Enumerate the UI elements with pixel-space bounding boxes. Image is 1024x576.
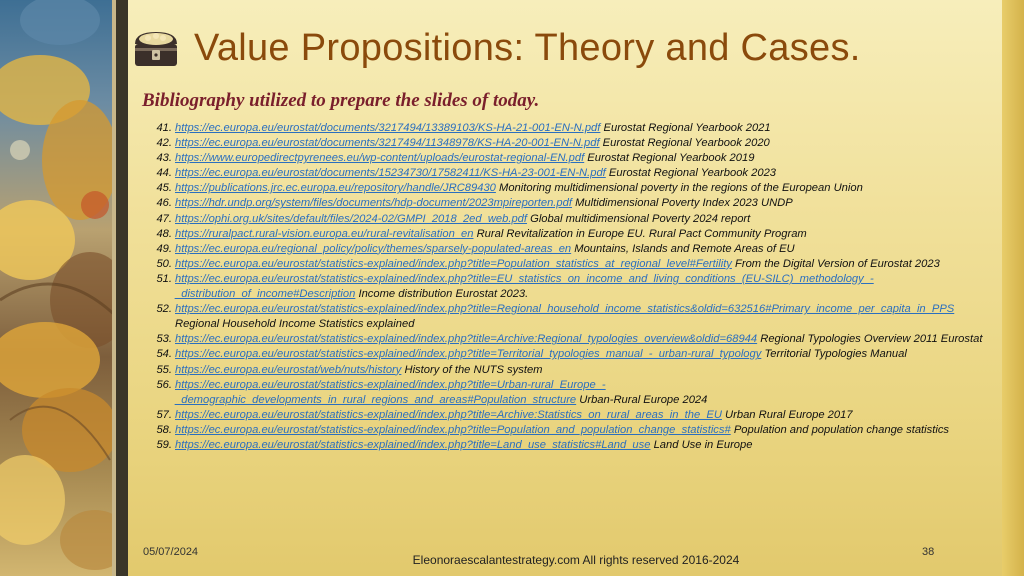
bibliography-link[interactable]: https://ec.europa.eu/eurostat/statistics-explained/index.php?title=Land_use_statistics#Land_use bbox=[175, 438, 651, 451]
bibliography-item bbox=[144, 212, 1000, 227]
bibliography-list bbox=[144, 121, 1000, 453]
item-entry bbox=[175, 423, 1000, 438]
item-entry bbox=[175, 196, 1000, 211]
bibliography-item bbox=[144, 227, 1000, 242]
item-entry bbox=[175, 332, 1000, 347]
item-number: 59. bbox=[156, 438, 172, 451]
item-number: 58. bbox=[156, 423, 172, 436]
bibliography-item bbox=[144, 272, 1000, 302]
bibliography-link[interactable]: https://ec.europa.eu/eurostat/statistics-explained/index.php?title=Urban-rural_Europe_-_demographic_developments_in_rural_regions_and_areas#Population_structure bbox=[175, 378, 606, 406]
right-edge-band bbox=[1002, 0, 1024, 576]
item-entry bbox=[175, 136, 1000, 151]
bibliography-description: From the Digital Version of Eurostat 2023 bbox=[731, 257, 940, 270]
page-title: Value Propositions: Theory and Cases. bbox=[194, 26, 861, 69]
bibliography-description: Eurostat Regional Yearbook 2021 bbox=[600, 122, 771, 134]
footer-copyright: Eleonoraescalantestrategy.com All rights reserved 2016-2024 bbox=[412, 553, 740, 567]
bibliography-link[interactable]: https://hdr.undp.org/system/files/documents/hdp-document/2023mpireporten.pdf bbox=[175, 197, 572, 210]
item-number: 46. bbox=[156, 197, 172, 210]
bibliography-description: Global multidimensional Poverty 2024 report bbox=[527, 212, 751, 225]
item-entry bbox=[175, 242, 1000, 257]
bibliography-description: History of the NUTS system bbox=[401, 363, 543, 376]
bibliography-description: Mountains, Islands and Remote Areas of EU bbox=[571, 242, 795, 255]
item-entry bbox=[175, 347, 1000, 362]
bibliography-description: Monitoring multidimensional poverty in the regions of the European Union bbox=[495, 182, 863, 195]
item-entry bbox=[175, 438, 1000, 453]
item-number: 44. bbox=[156, 167, 172, 180]
bibliography-item bbox=[144, 408, 1000, 423]
bibliography-link[interactable]: https://ophi.org.uk/sites/default/files/2024-02/GMPI_2018_2ed_web.pdf bbox=[175, 212, 528, 225]
bibliography-description: Rural Revitalization in Europe EU. Rural Pact Community Program bbox=[473, 227, 807, 240]
bibliography-item bbox=[144, 347, 1000, 362]
bibliography-description: Regional Household Income Statistics explained bbox=[175, 318, 415, 331]
bibliography-description: Land Use in Europe bbox=[650, 438, 753, 451]
divider-stripe-dark bbox=[116, 0, 128, 576]
item-number: 49. bbox=[156, 242, 172, 255]
bibliography-description: Territorial Typologies Manual bbox=[761, 348, 907, 361]
footer-date: 05/07/2024 bbox=[143, 546, 199, 558]
bibliography-description: Eurostat Regional Yearbook 2023 bbox=[605, 167, 777, 180]
bibliography-description: Urban Rural Europe 2017 bbox=[721, 408, 853, 421]
page-number: 38 bbox=[922, 546, 935, 558]
item-number: 41. bbox=[156, 122, 172, 134]
item-entry bbox=[175, 302, 1000, 332]
item-number: 56. bbox=[156, 378, 172, 391]
bibliography-description: Eurostat Regional Yearbook 2019 bbox=[584, 152, 755, 165]
item-entry bbox=[175, 151, 1000, 166]
bibliography-link[interactable]: https://ec.europa.eu/eurostat/statistics-explained/index.php?title=Population_statistics_at_regional_level#Fertility bbox=[175, 257, 732, 270]
bibliography-description: Population and population change statistics bbox=[730, 423, 950, 436]
bibliography-description: Regional Typologies Overview 2011 Eurostat bbox=[757, 333, 983, 346]
item-number: 57. bbox=[156, 408, 172, 421]
bibliography-item bbox=[144, 302, 1000, 332]
bibliography-link[interactable]: https://ec.europa.eu/eurostat/statistics-explained/index.php?title=Territorial_typologies_manual_-_urban-rural_typology bbox=[175, 348, 762, 361]
bibliography-description: Eurostat Regional Yearbook 2020 bbox=[599, 137, 770, 150]
bibliography-item bbox=[144, 257, 1000, 272]
bibliography-link[interactable]: https://ec.europa.eu/eurostat/statistics-explained/index.php?title=Archive:Statistics_on_rural_areas_in_the_EU bbox=[175, 408, 722, 421]
item-number: 45. bbox=[156, 182, 172, 195]
bibliography-description: Income distribution Eurostat 2023. bbox=[355, 288, 529, 301]
item-number: 47. bbox=[156, 212, 172, 225]
item-number: 43. bbox=[156, 152, 172, 165]
item-number: 54. bbox=[156, 348, 172, 361]
item-entry bbox=[175, 257, 1000, 272]
treasure-chest-icon bbox=[132, 26, 180, 70]
bibliography-item bbox=[144, 363, 1000, 378]
bibliography-link[interactable]: https://ec.europa.eu/regional_policy/policy/themes/sparsely-populated-areas_en bbox=[175, 242, 572, 255]
bibliography-link[interactable]: https://ec.europa.eu/eurostat/documents/3217494/11348978/KS-HA-20-001-EN-N.pdf bbox=[175, 137, 600, 150]
floral-painting-image bbox=[0, 0, 120, 576]
bibliography-description: Urban-Rural Europe 2024 bbox=[576, 393, 708, 406]
bibliography-item bbox=[144, 121, 1000, 136]
item-number: 50. bbox=[156, 257, 172, 270]
bibliography-item bbox=[144, 242, 1000, 257]
item-entry bbox=[175, 181, 1000, 196]
item-number: 55. bbox=[156, 363, 172, 376]
bibliography-link[interactable]: https://publications.jrc.ec.europa.eu/repository/handle/JRC89430 bbox=[175, 182, 496, 195]
bibliography-item bbox=[144, 378, 1000, 408]
bibliography-link[interactable]: https://ec.europa.eu/eurostat/statistics-explained/index.php?title=Regional_household_income_statistics&oldid=632516#Primary_income_per_capita_in_PPS bbox=[175, 303, 955, 316]
item-entry bbox=[175, 212, 1000, 227]
subtitle: Bibliography utilized to prepare the slides of today. bbox=[142, 90, 540, 111]
item-entry bbox=[175, 378, 1000, 408]
bibliography-link[interactable]: https://ruralpact.rural-vision.europa.eu/rural-revitalisation_en bbox=[175, 227, 474, 240]
bibliography-item bbox=[144, 438, 1000, 453]
item-entry bbox=[175, 121, 1000, 136]
bibliography-link[interactable]: https://ec.europa.eu/eurostat/statistics-explained/index.php?title=EU_statistics_on_income_and_living_conditions_(EU-SILC)_methodology_-_distribution_of_income#Description bbox=[175, 272, 874, 301]
item-entry bbox=[175, 166, 1000, 181]
item-number: 53. bbox=[156, 333, 172, 346]
bibliography-link[interactable]: https://ec.europa.eu/eurostat/statistics-explained/index.php?title=Population_and_population_change_statistics# bbox=[175, 423, 731, 436]
title-row bbox=[132, 22, 861, 74]
bibliography-item bbox=[144, 166, 1000, 181]
item-number: 52. bbox=[156, 303, 172, 316]
bibliography-item bbox=[144, 332, 1000, 347]
bibliography-link[interactable]: https://www.europedirectpyrenees.eu/wp-content/uploads/eurostat-regional-EN.pdf bbox=[175, 152, 585, 165]
bibliography-item bbox=[144, 196, 1000, 211]
bibliography-link[interactable]: https://ec.europa.eu/eurostat/statistics-explained/index.php?title=Archive:Regional_typologies_overview&oldid=68944 bbox=[175, 333, 758, 346]
item-entry bbox=[175, 363, 1000, 378]
bibliography-link[interactable]: https://ec.europa.eu/eurostat/web/nuts/history bbox=[175, 363, 402, 376]
item-entry bbox=[175, 272, 1000, 302]
item-entry bbox=[175, 408, 1000, 423]
item-number: 48. bbox=[156, 227, 172, 240]
item-number: 51. bbox=[156, 272, 172, 285]
bibliography-item bbox=[144, 181, 1000, 196]
bibliography-item bbox=[144, 423, 1000, 438]
bibliography-item bbox=[144, 136, 1000, 151]
bibliography-link[interactable]: https://ec.europa.eu/eurostat/documents/15234730/17582411/KS-HA-23-001-EN-N.pdf bbox=[175, 167, 606, 180]
item-number: 42. bbox=[156, 137, 172, 150]
item-entry bbox=[175, 227, 1000, 242]
bibliography-link[interactable]: https://ec.europa.eu/eurostat/documents/3217494/13389103/KS-HA-21-001-EN-N.pdf bbox=[175, 122, 601, 134]
bibliography-description: Multidimensional Poverty Index 2023 UNDP bbox=[571, 197, 793, 210]
bibliography-item bbox=[144, 151, 1000, 166]
